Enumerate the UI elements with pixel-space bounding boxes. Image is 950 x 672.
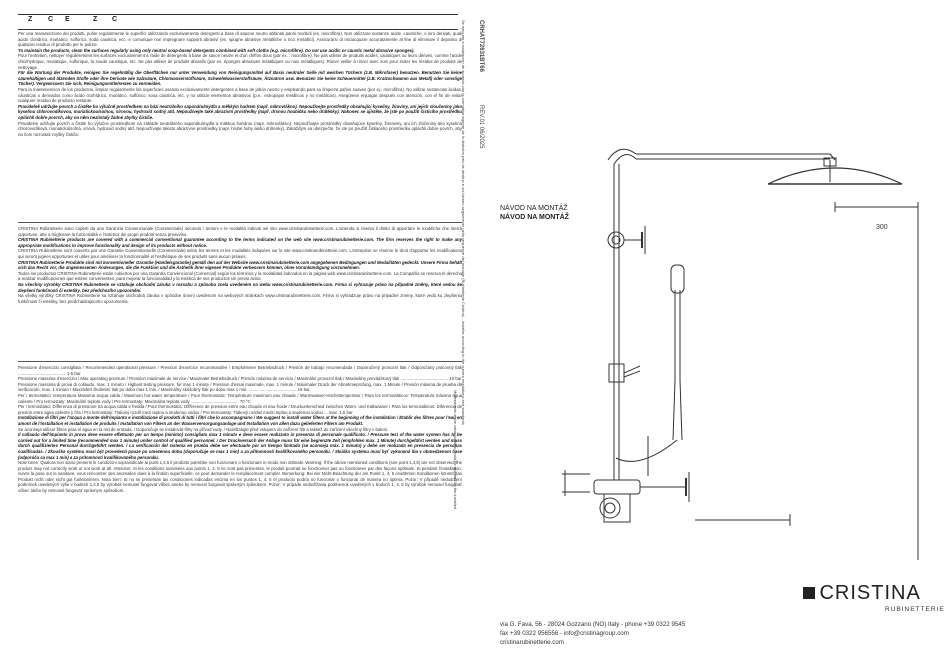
contact-fax: fax +39 0322 956556 - info@cristinagroup.com (500, 629, 629, 637)
pressure-test: Pressione massima di prova di collaudo, max. 1 minuto / Highest testing pressure, for max 1 minute / Pression d'essai maximale, max. 1 minute / Maximaler Druck der Abnahmeprüfung, max. 1 Minute / Presión máxima de prueba de verificación, max. 1 minuto / Maximální zkušební tlak po dobu max 1 min. / Maximálny skúšobný tlak po dobu max 1 min. ........................................ 16 bar (18, 381, 462, 393)
title-sk: NÁVOD NA MONTÁŽ (500, 214, 569, 221)
shower-head-icon (768, 158, 902, 184)
logo-mark-icon (803, 587, 815, 599)
header-flag: E (65, 16, 71, 23)
shower-column-drawing (490, 140, 930, 570)
title-cz: NÁVOD NA MONTÁŽ (500, 205, 568, 212)
cleaning-de: Für die Wartung der Produkte, reinigen Sie regelmäßig die Oberflächen nur unter Verwendung von Reinigungsmittel auf Basis neutraler Seife mit weichen Tüchern (z.B. Mikrofaser) benutzen. Benutzen Sie keine säurehaltigen und ätzenden Stoffe oder ihre Derivate wie Salzsäure, Chlorwasserstoffsäure, Schwefelwasserstoffsäure, Ätznatron usw. Benutzen Sie keine Scheuermittel (z.B. Kratzschwamm aus Metall) oder sonstige Tücher). Vergewissern Sie sich, Reinigungsmittelresten zu vermeiden. (18, 70, 462, 87)
cleaning-es: Para la mantenencion de los productos, limpiar regularmente las superficies usando exclusivamente detergentes a base de jabón neutro y empleando para su limpieza paños suaves (por ej.: microfibra). No utilizar sustancias ácidas, cáusticas o derivados como ácido clorhídrico, muriático, sulfúrico, sosa cáustica, etc. y no utilizar elementos abrasivos (p.e.: estropajos metálicos y no metálicos). Asegúrese enjuagar después con atención, con el fin de evitar cualquier residuo de producto restante. (18, 86, 462, 104)
brand-name: CRISTINA (819, 582, 921, 604)
shower-hose (616, 440, 677, 461)
contact-block (500, 621, 685, 647)
warranty-section (18, 226, 462, 344)
warranty-sk: Na všetky výrobky CRISTINA Rubinetterie sa vzťahuje obchodná záruka v spôsobe úrovni uvedenom na webových stránkach www.cristinarubinetterie.com. Firma si vyhradzuje právo na prípadné zmeny, ktoré vedú ku zlepšeniu funkčnosti či estetiky, bez predchádzajúceho upozornenia. (18, 293, 462, 304)
divider (18, 222, 462, 223)
cleaning-sk: Pravidelne udržujte povrch a čistite ho výlučne prostriedkom na základe neutrálneho saponátu/mydla a mäkkou handrou (napr. mikrovlákno). Nepoužívajte prostriedky obsahujúce kyseliny, žieraviny, ani ich zlúčeniny ako kyselina chlorovodíková, muriatická/soľná, sírová, hydroxid sodný atď. Nepoužívajte takisto abrazívne prostriedky (napr. hrubé huby alebo drôtenky). Zakaždým sa ubezpečte, že ste po použití čistiaceho prostriedku opláchli dobre povrch, aby na ňom nezostali zvyšky čističa. (18, 120, 462, 137)
pressure-recommended: Pressione d'esercizio consigliata / Recommended operational pressure / Pression d'exercice recommandée / Empfohlener Betriebsdruck / Presión de trabajo recomendada / Doporučený provozní tlak / Odporúčaný pracovný tlak ........................................ 1-5 bar (18, 365, 462, 376)
header-flag: C (112, 16, 119, 23)
cleaning-en: To maintain the products, clean the surfaces regularly using only neutral soap-based detergents combined with soft cloths (e.g. microfibre). Do not use acidic or caustic metal abrasive sponges). (18, 47, 415, 53)
rotated-note: Se ejecutar a instalacion de acuerdo con la normativa vigente de lo distintos pais de destino e sul idoneo seguimento nella sequenze del montaje (Rubinetterie Cristina) - Installer according to the current regulations and standards (461, 20, 466, 425)
filters-note-es: Se aconseja utilizar filtros para el agua en la red de entrada. / Doporučuje se instalovat filtry na přívod vody. / Nainštalujte před vstupem do zařízení filtr a taktiež do zařízení všechny filtry v balení. (18, 426, 389, 432)
thermostatic-mixer (594, 472, 689, 522)
thermostat-max-temp: Per i termostatici: temperatura Massima acqua calda / Maximum hot water temperature / Pour thermostatic: Température maximum eau chaude / Warmwasser-Höchsttemperatur / Para los termostáticos: Temperatura máxima agua caliente / Pro termostaty: Maximální teplota vody / Pre termostaty: Maximálna teplota vody ........................................ 70 °C (18, 392, 462, 404)
warranty-cz: Na všechny výrobky CRISTINA Rubinetterie se vztahuje obchodní záruka v rozsahu a způsobu zcela uvedeném na webu www.cristinarubinetterie.com. Firma si vyhrazuje právo na případné změny, které vedou ke zlepšení funkčnosti či estetiky, bez předchozího upozornění. (18, 281, 462, 293)
warranty-de: CRISTINA Rubinetterie Produkte sind mit konventioneller Garantie (Handelsgarantie) gemäß den auf der Website www.cristinarubinetterie.com angegebenen Bedingungen und Modalitäten gedeckt. Unsere Firma behält sich das Recht vor, die angemessenen Änderungen, die die Funktion und die Ästhetik ihrer eigenen Produkte verbessern können, ohne Vorankündigung vorzunehmen. (18, 259, 462, 271)
warranty-fr: CRISTINA Rubinetterie sont couverts par une Garantie Conventionnelle (Commerciale) selon les termes et les modalités indiquées sur le site www.cristinarubinetterie.com. L'entreprise se réserve le droit d'apporter les modifications qui seront jugées opportunes et utiles pour améliorer la fonctionnalité et l'esthétique de ses produits sans aucun préavis. (18, 248, 462, 259)
header-flag: Z (28, 16, 34, 23)
warranty-es: Todos los productos CRISTINA Rubinetterie están cubiertos por una Garantía Convencional (Comercial) según los términos y la modalidad indicados en la página web www.cristinarubinetterie.com. La Compañía se reserva el derecho a realizar modificaciones que estime convenientes, para mejorar la funcionalidad y la estética de sus productos sin previo aviso. (18, 270, 462, 282)
contact-address: via G. Fava, 56 - 28024 Gozzano (NO) Italy - phone +39 0322 9545 (500, 621, 686, 628)
cleaning-fr: Pour l'entretien, nettoyer régulièrement les surfaces exclusivement à l'aide de détergents à base de savon neutre et d'un chiffon doux (par ex. : microfibre). Ne pas utiliser de produits acides, caustiques ou leurs dérivés, comme l'acide chlorhydrique, muriatique, sulfurique, la soude caustique, etc. Ne pas utiliser de produits abrasifs (par ex. éponges abrasives métalliques ou noix métalliques). Rincer veiller à rincer avec soin pour éviter les résidus de produits de nettoyage. (18, 53, 462, 70)
warranty-en: CRISTINA Rubinetterie products are covered with a commercial conventional guarantee according to the terms indicated on the web site www.cristinarubinetterie.com. The firm reserves the right to make any appropriate modifications to improve functionality and design of its products without notice. (18, 237, 462, 248)
pressure-section (18, 365, 462, 645)
revision: REV.01 06/2025 (478, 105, 484, 149)
divider (18, 361, 462, 362)
doc-code: CRHAT72631BT66 (478, 20, 484, 72)
warning-note: Note bene: Qualora non siano presenti le condizioni sopraindicate ai punti 1,4,5 il prodotto potrebbe non funzionare o funzionare in modo non ottimale. Warning: If the above mentioned conditions (see point 1,4,5) are not observed, the product may not correctly work or not work at all. Attention: Si les conditions susvisées aux points 1, 4, 5 ne sont pas présentes, le produit pourrait ne fonctionner pas ou fonctionner par des façons optimale. Si pendant l'installation, suivre la pose sur le sanitaire, vous rencontrer des anomalies dues à la finition superficielle, ce peut demander le remplacement complet. Bemerkung: Bei der Nicht-Beachtung der am Punkt 1, 4, 5 erwähnten Konditionen könnte das Produkt nicht oder nicht gut funktionieren. Nota bien: Si no se presentan las condiciones indicadas encima en los puntos 1, 4, 5 el producto podría no funcionar o funcionar de manera no óptima. Pozor: V případě nedodržení podmínek uvedených výše v bodech 1,4,5 by výrobek nemusel fungovat vůbec anebo by nemusel fungovat správným způsobem. Pozor: V prípade nedodržania podmienok uvedených v bodoch 1, 4, 5 by výrobok nemusel fungovať vôbec alebo by nemusel fungovať správnym spôsobom. (18, 460, 462, 494)
cleaning-cz: Pravidelně udržujte povrch a čistěte ho výlučně prostředkem na bázi neutrálního saponátu/mýdla a měkkým hadrem (např. mikrovlákno). Nepoužívejte prostředky obsahující kyseliny, žíraviny, ani jejich sloučeniny jako kyselinu chlorovodíkovou, muriatickou/solnou, sírovou, hydroxid sodný atd. Nepoužívejte také abrazivní prostředky (např. drsnou houbičku nebo drátěnky). Nakonec se ujistěte, že jste po použití čisticího prostředku opláchli dobře povrch, aby na něm nezůstaly žádné zbytky čističe. (18, 103, 462, 120)
header-flag: C (48, 16, 55, 23)
dimension-300 (835, 202, 918, 560)
dimension-300-label: 300 (876, 224, 888, 231)
header-bar (18, 14, 458, 30)
brand-sub: RUBINETTERIE (885, 606, 945, 613)
brand-logo (803, 582, 945, 613)
filters-note: Installazione di filtri per l'acqua a monte dell'impianto e installazione di prodotti di tutti i filtri che lo accompagnano / We suggest to install water filters at the beginning of the installation / Établir des filtres pour l'eau en amont de l'installation et installation de produits / Installation von Filtern an der Wasserversorgungsanlage und Installation von allen dazu gelieferten Filtern am Produkt. (18, 415, 462, 426)
bottom-rotated-note: Mouvements of the valve position could be required by the installed (453, 390, 458, 510)
contact-web[interactable]: cristinarubinetterie.com (500, 638, 564, 646)
shower-arm (608, 149, 835, 164)
thermostat-pressure-diff: Per i termostatici: Differenza di pressione tra acqua calda e fredda / Pour thermostatic: Différence de pression entre eau chaude et eau froide / Druckunterschied zwischen Warm- und Kaltwasser / Para los termostáticos: Diferencia de presión entre agua caliente y fría / Pro termostaty: Tlakový rozdíl mezi teplou a studenou vodou / Pre termostaty: Tlakový rozdiel medzi teplou a studenou vodou ... max. 1,5 bar (18, 404, 462, 415)
hand-shower-icon (671, 265, 684, 440)
warranty-it: CRISTINA Rubinetterie sono coperti da una Garanzia Convenzionale (Commerciale) secondo i termini e le modalità indicati nel sito www.cristinarubinetterie.com. L'azienda si riserva il diritto di apportare le modifiche che riterrà opportune, atte a migliorare la funzionalità e l'estetica dei propri prodotti senza preavviso. (18, 226, 462, 237)
cleaning-section (18, 31, 462, 204)
pressure-max: Pressione massima d'esercizio / Max operating pressure / Pression maximale de service / Maximaler Betriebsdruck / Presión máxima de servicio / Maximální provozní tlak / Maximálny prevádzkový tlak ........................................ 10 bar (18, 376, 462, 382)
test-procedure: Il collaudo dell'impianto in prova deve essere effettuato per un tempo (minimo) consigliato max 1 minuto e deve essere realizzato in presenza di personale qualificato. / Pressure test of the water system has to be carried out for a limited time (recommended max 1 minute) under control of qualified personnel. / Der Druckversuch der Anlage muss für eine begrenzte Zeit (empfohlen max. 1 Minute) durchgeführt werden und muss durch qualifiziertes Personal durchgeführt werden. / La verificación del sistema en prueba debe ser efectuado por un tiempo limitado (se aconseja máx. 1 minuto) y debe ser realizada en presencia de personas cualificadas. / Zkouška systému musí být provedená pouze po omezenou dobu (doporučuje se max 1 min) a za přítomnosti kvalifikovaného personálu. / Skúška systému musí byť vykonaná iba v obmedzenom čase (odporúča sa max 1 min) a za prítomnosti kvalifikovaného personálu. (18, 432, 462, 460)
mixer-dimension-lines (562, 436, 790, 526)
cleaning-it: Per una manutenzione dei prodotti, pulire regolarmente le superfici utilizzando esclusivamente detergenti a base di sapone neutro abbinati panni morbidi (es. microfibra). Non utilizzare sostanze acide, caustiche, o loro derivati, quali acido cloridrico, muriatico, solforico, soda caustica, ecc. e comunque non impregnare supporti abrasivi (es. spugne abrasive metalliche o ricci metallici). Assicurarsi di risciacquare accuratamente al fine di eliminare il deposito di qualsiasi residuo di prodotto per le pulizie. (18, 31, 462, 48)
header-flag: Z (93, 16, 99, 23)
